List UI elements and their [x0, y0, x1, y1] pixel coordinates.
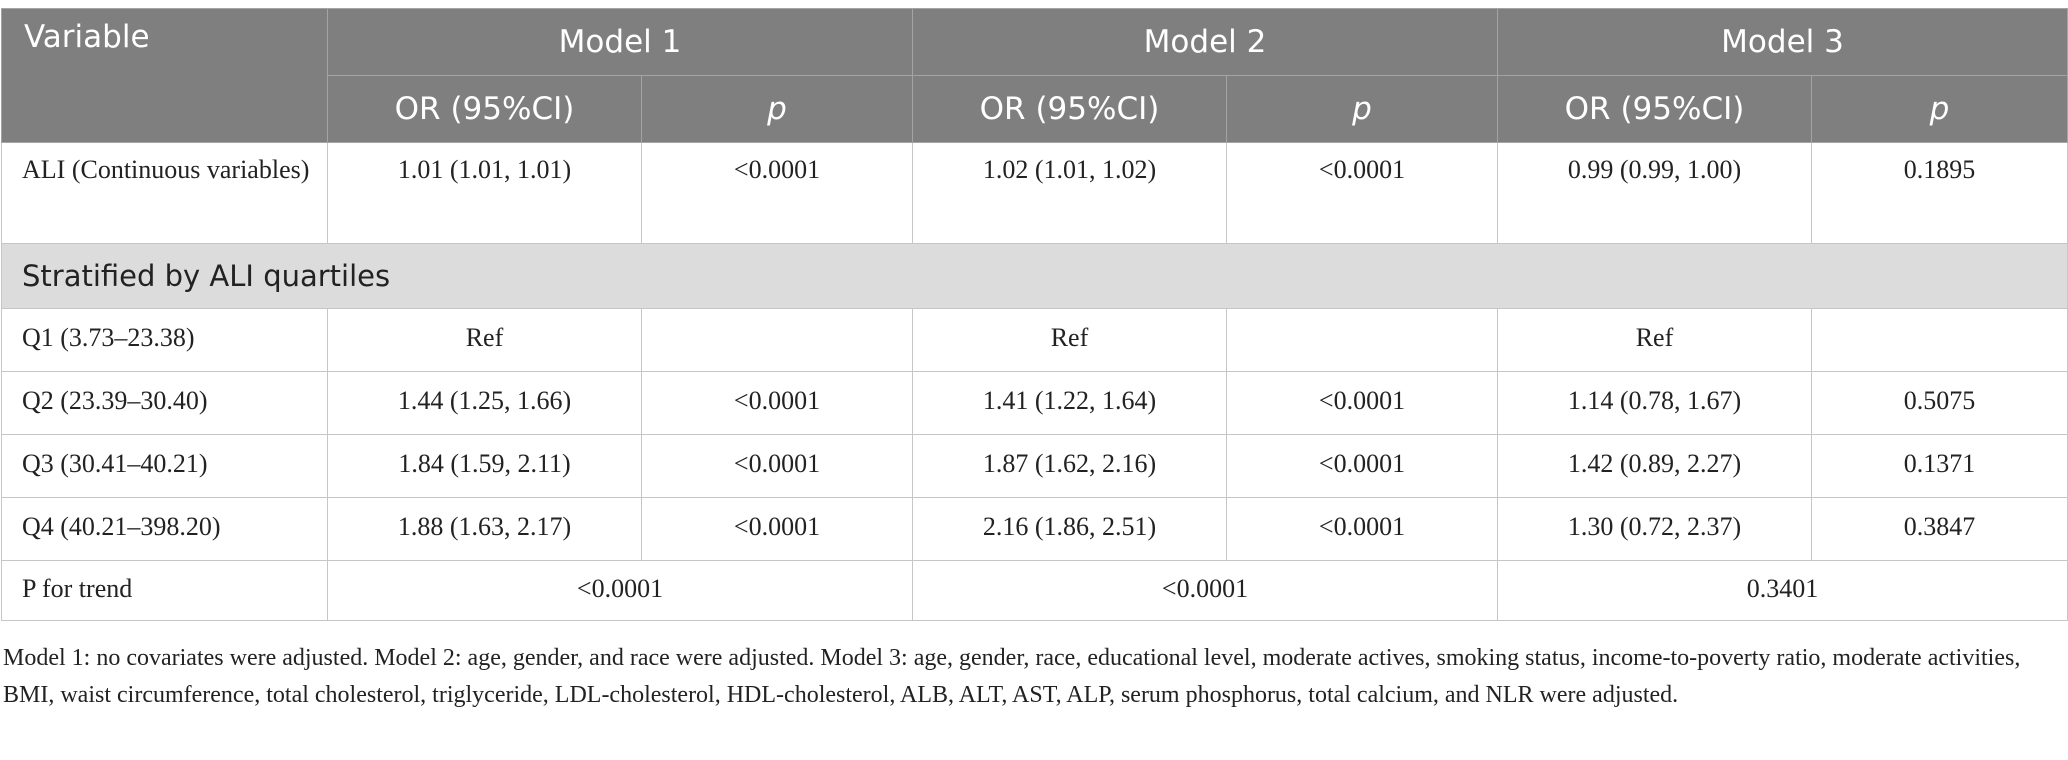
results-table-container [1, 8, 2067, 621]
table-row-q3 [2, 435, 2068, 498]
cell-p-model-1: <0.0001 [642, 435, 913, 498]
header-p-model-2: p [1227, 76, 1498, 143]
cell-p-model-2: <0.0001 [1227, 372, 1498, 435]
row-label: Q1 (3.73–23.38) [2, 309, 328, 372]
table-row-ali-continuous [2, 143, 2068, 244]
table-row-p-for-trend [2, 561, 2068, 621]
cell-or-model-1: 1.84 (1.59, 2.11) [328, 435, 642, 498]
header-p-model-1: p [642, 76, 913, 143]
results-table [1, 8, 2068, 621]
cell-p-model-1: <0.0001 [642, 498, 913, 561]
cell-or-model-3: 0.99 (0.99, 1.00) [1498, 143, 1812, 244]
section-heading: Stratified by ALI quartiles [2, 244, 2068, 309]
cell-p-model-2: <0.0001 [1227, 498, 1498, 561]
header-or-model-1: OR (95%CI) [328, 76, 642, 143]
row-label: Q3 (30.41–40.21) [2, 435, 328, 498]
header-or-model-3: OR (95%CI) [1498, 76, 1812, 143]
cell-p-model-3: 0.1895 [1812, 143, 2068, 244]
cell-p-model-2: <0.0001 [1227, 435, 1498, 498]
header-variable: Variable [2, 9, 328, 143]
cell-trend-model-2: <0.0001 [913, 561, 1498, 621]
cell-or-model-2: 1.87 (1.62, 2.16) [913, 435, 1227, 498]
cell-or-model-3: 1.30 (0.72, 2.37) [1498, 498, 1812, 561]
cell-or-model-1: 1.88 (1.63, 2.17) [328, 498, 642, 561]
cell-or-model-2: 2.16 (1.86, 2.51) [913, 498, 1227, 561]
cell-p-model-1: <0.0001 [642, 372, 913, 435]
cell-or-model-1: 1.01 (1.01, 1.01) [328, 143, 642, 244]
cell-p-model-3 [1812, 309, 2068, 372]
cell-p-model-1: <0.0001 [642, 143, 913, 244]
cell-or-model-2: Ref [913, 309, 1227, 372]
cell-or-model-3: 1.42 (0.89, 2.27) [1498, 435, 1812, 498]
cell-p-model-2 [1227, 309, 1498, 372]
section-row [2, 244, 2068, 309]
header-model-3: Model 3 [1498, 9, 2068, 76]
header-p-model-3: p [1812, 76, 2068, 143]
cell-p-model-3: 0.5075 [1812, 372, 2068, 435]
cell-trend-model-1: <0.0001 [328, 561, 913, 621]
cell-p-model-2: <0.0001 [1227, 143, 1498, 244]
cell-or-model-1: 1.44 (1.25, 1.66) [328, 372, 642, 435]
table-row-q4 [2, 498, 2068, 561]
cell-or-model-1: Ref [328, 309, 642, 372]
cell-or-model-3: 1.14 (0.78, 1.67) [1498, 372, 1812, 435]
cell-trend-model-3: 0.3401 [1498, 561, 2068, 621]
cell-p-model-1 [642, 309, 913, 372]
header-row-models [2, 9, 2068, 76]
cell-or-model-2: 1.02 (1.01, 1.02) [913, 143, 1227, 244]
header-model-1: Model 1 [328, 9, 913, 76]
table-row-q2 [2, 372, 2068, 435]
cell-p-model-3: 0.1371 [1812, 435, 2068, 498]
row-label: P for trend [2, 561, 328, 621]
row-label: ALI (Continuous variables) [2, 143, 328, 244]
table-header [2, 9, 2068, 143]
table-footnote: Model 1: no covariates were adjusted. Model 2: age, gender, and race were adjusted. Model 3: age, gender, race, educational level, moderate actives, smoking status, income-to-poverty ratio, moderate activities, BMI, waist circumference, total cholesterol, triglyceride, LDL-cholesterol, HDL-cholesterol, ALB, ALT, AST, ALP, serum phosphorus, total calcium, and NLR were adjusted. [3, 645, 2021, 708]
cell-or-model-3: Ref [1498, 309, 1812, 372]
header-model-2: Model 2 [913, 9, 1498, 76]
table-body [2, 143, 2068, 621]
row-label: Q4 (40.21–398.20) [2, 498, 328, 561]
header-or-model-2: OR (95%CI) [913, 76, 1227, 143]
table-row-q1 [2, 309, 2068, 372]
cell-p-model-3: 0.3847 [1812, 498, 2068, 561]
row-label: Q2 (23.39–30.40) [2, 372, 328, 435]
cell-or-model-2: 1.41 (1.22, 1.64) [913, 372, 1227, 435]
